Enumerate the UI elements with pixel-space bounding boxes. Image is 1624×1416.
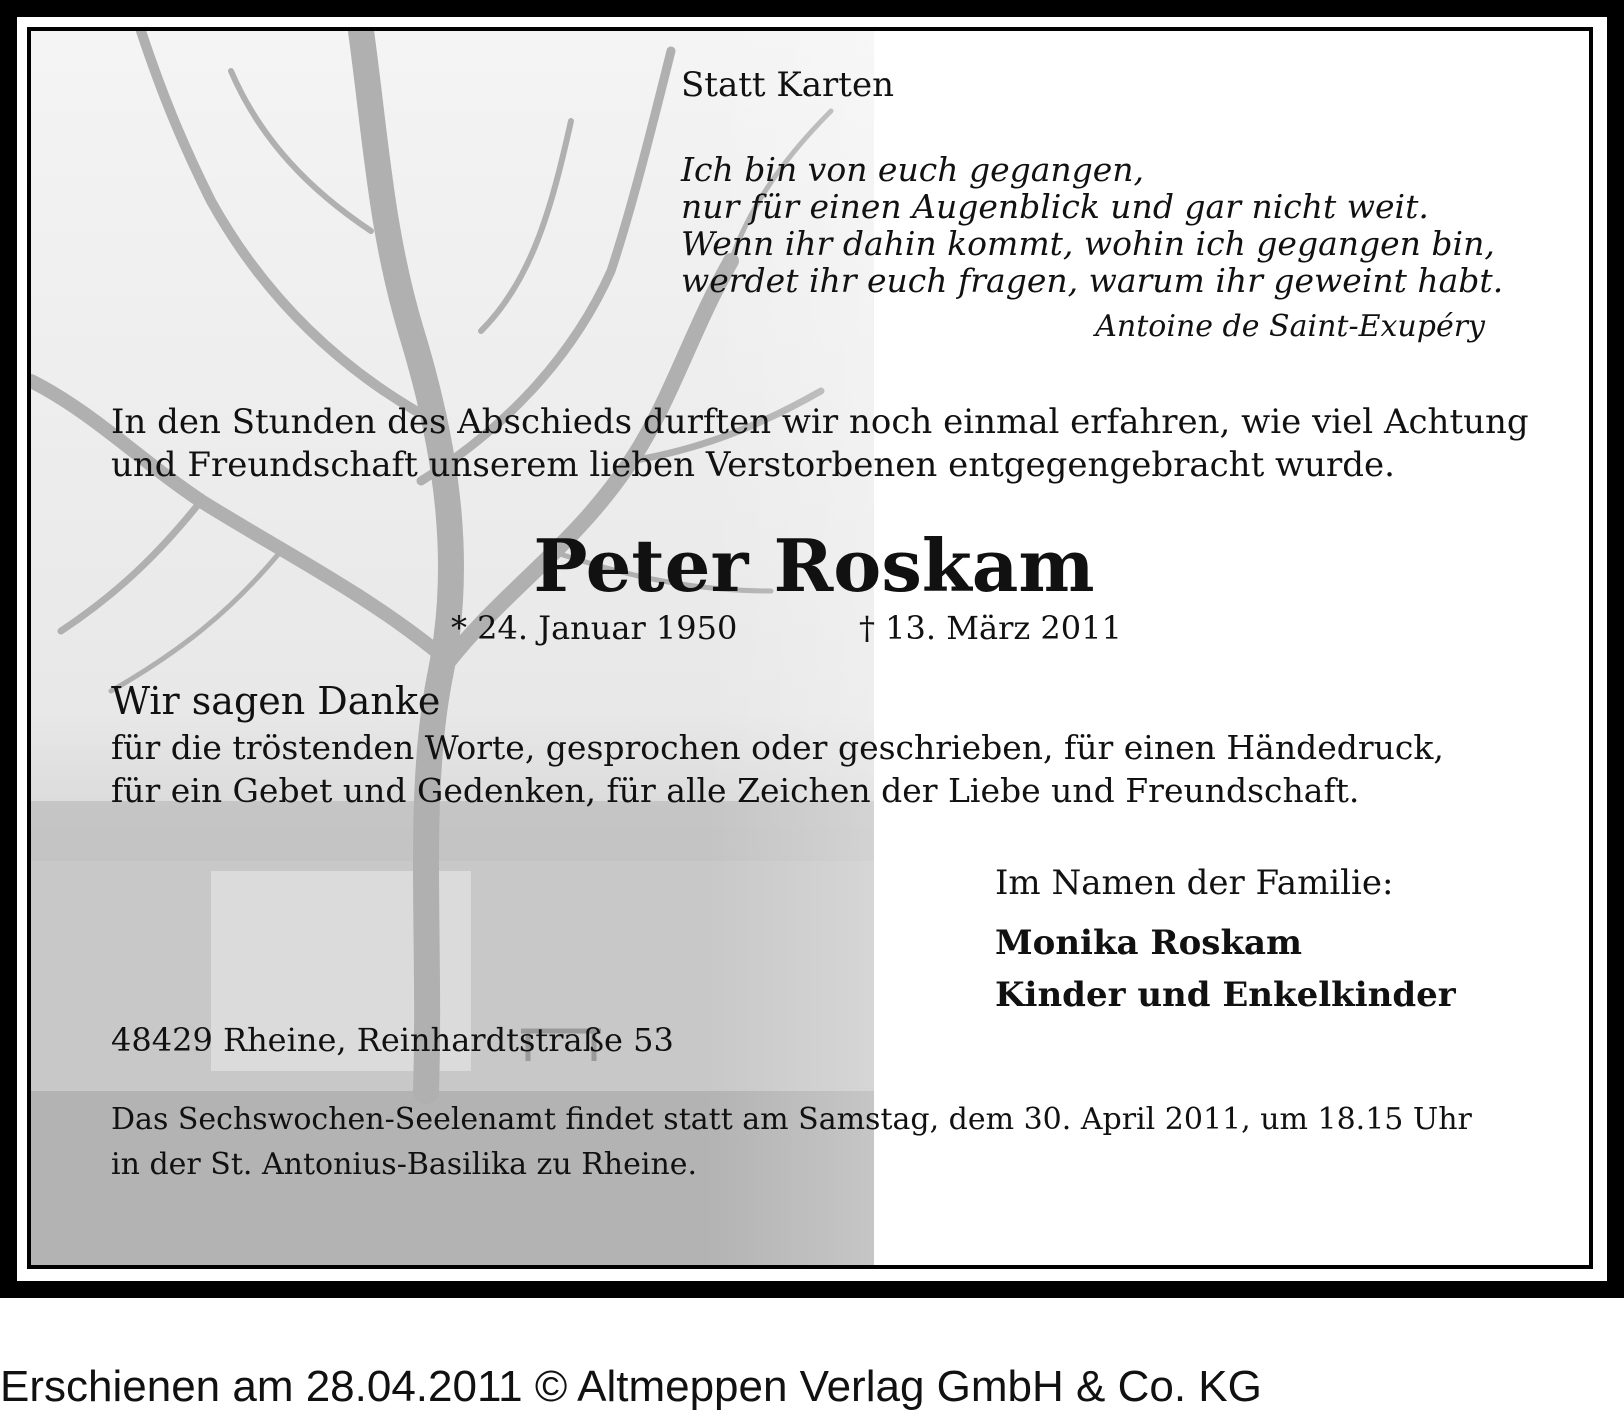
poem-author: Antoine de Saint-Exupéry (1095, 309, 1485, 344)
intro-line: In den Stunden des Abschieds durften wir noch einmal erfahren, wie viel Achtung (111, 402, 1529, 442)
poem (681, 151, 1503, 299)
address: 48429 Rheine, Reinhardtstraße 53 (111, 1021, 674, 1059)
publication-footer: Erschienen am 28.04.2011 © Altmeppen Verlag GmbH & Co. KG (0, 1362, 1262, 1411)
deceased-name: Peter Roskam (533, 523, 1095, 608)
poem-line: Wenn ihr dahin kommt, wohin ich gegangen bin, (681, 224, 1495, 263)
poem-line: werdet ihr euch fragen, warum ihr geweint habt. (681, 261, 1504, 300)
notice-header: Statt Karten (681, 65, 894, 105)
notice-panel (27, 27, 1593, 1269)
thanks-line: für die tröstenden Worte, gesprochen oder geschrieben, für einen Händedruck, (111, 728, 1444, 767)
thanks-paragraph (111, 726, 1444, 812)
thanks-line: für ein Gebet und Gedenken, für alle Zeichen der Liebe und Freundschaft. (111, 771, 1360, 810)
service-line: in der St. Antonius-Basilika zu Rheine. (111, 1147, 698, 1182)
thanks-heading: Wir sagen Danke (111, 679, 441, 723)
service-info (111, 1097, 1472, 1187)
intro-paragraph (111, 401, 1529, 487)
poem-line: Ich bin von euch gegangen, (681, 150, 1145, 189)
family-name: Monika Roskam (995, 923, 1303, 963)
family-lead: Im Namen der Familie: (995, 863, 1394, 903)
birth-date: * 24. Januar 1950 (451, 609, 738, 647)
death-date: † 13. März 2011 (859, 609, 1122, 647)
intro-line: und Freundschaft unserem lieben Verstorbenen entgegengebracht wurde. (111, 445, 1395, 485)
family-children: Kinder und Enkelkinder (995, 975, 1456, 1015)
service-line: Das Sechswochen-Seelenamt findet statt am Samstag, dem 30. April 2011, um 18.15 Uhr (111, 1102, 1472, 1137)
poem-line: nur für einen Augenblick und gar nicht weit. (681, 187, 1429, 226)
